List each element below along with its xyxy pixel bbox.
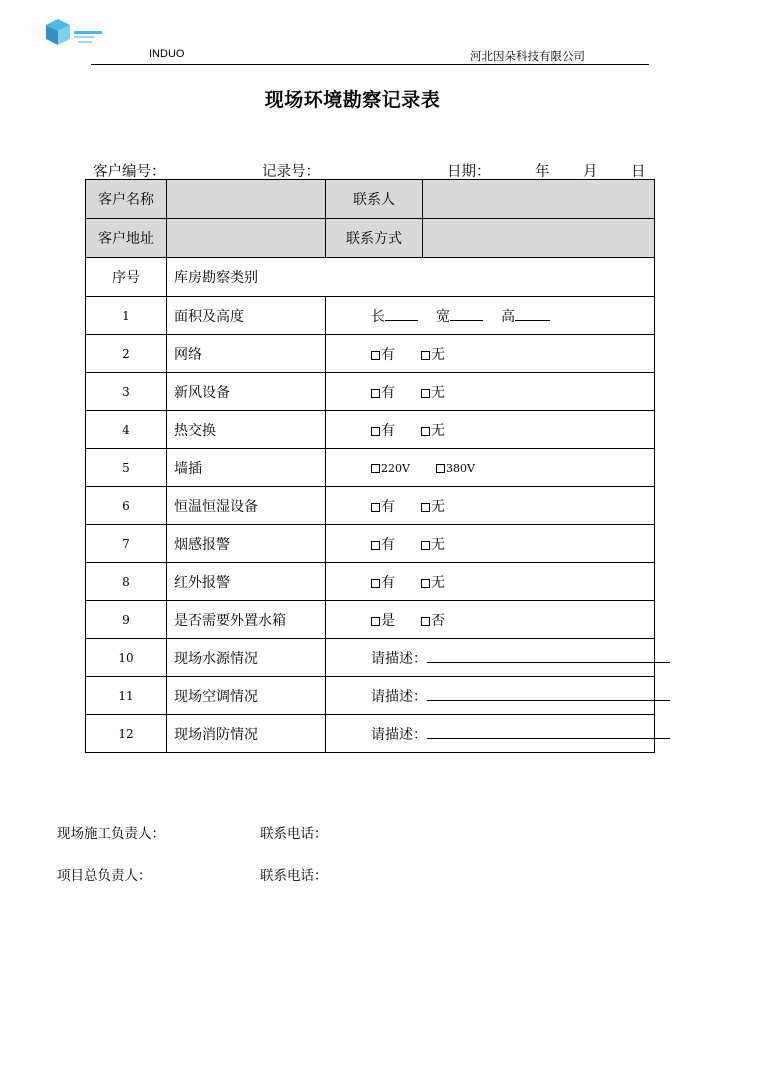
- option-label: 有: [381, 346, 395, 363]
- row-number: 7: [86, 525, 167, 563]
- dimension-blank[interactable]: [515, 308, 550, 321]
- date-label: 日期：: [447, 164, 491, 180]
- option-label: 是: [381, 612, 395, 629]
- company-logo: [44, 17, 106, 51]
- row-number: 9: [86, 601, 167, 639]
- checkbox-icon[interactable]: [371, 427, 380, 436]
- describe-label: 请描述：: [371, 726, 427, 743]
- describe-blank[interactable]: [427, 650, 670, 663]
- seq-header: 序号: [86, 258, 167, 297]
- header-company-en: INDUO: [149, 48, 185, 60]
- row-answer-cell: [326, 563, 655, 601]
- row-answer-cell: [326, 297, 655, 335]
- row-answer-cell: [326, 601, 655, 639]
- option-label: 无: [431, 384, 445, 401]
- contact-method-field[interactable]: [423, 219, 655, 258]
- phone-label-1: 联系电话：: [260, 826, 328, 842]
- checkbox-icon[interactable]: [436, 464, 445, 473]
- checkbox-icon[interactable]: [371, 389, 380, 398]
- dimension-label: 长: [371, 308, 385, 325]
- contact-field[interactable]: [423, 180, 655, 219]
- row-answer-cell: [326, 335, 655, 373]
- option[interactable]: [421, 344, 445, 364]
- option[interactable]: [421, 420, 445, 440]
- date-year: 年: [535, 164, 550, 180]
- row-number: 8: [86, 563, 167, 601]
- category-header: 库房勘察类别: [167, 258, 655, 297]
- option-label: 有: [381, 384, 395, 401]
- option-label: 无: [431, 574, 445, 591]
- row-item-label: 烟感报警: [167, 525, 326, 563]
- option[interactable]: [421, 382, 445, 402]
- option-label: 无: [431, 422, 445, 439]
- survey-row: [86, 601, 655, 639]
- checkbox-icon[interactable]: [371, 579, 380, 588]
- customer-name-row: [86, 180, 655, 219]
- dimension-blank[interactable]: [385, 308, 418, 321]
- row-number: 2: [86, 335, 167, 373]
- option[interactable]: [421, 534, 445, 554]
- contact-label: 联系人: [326, 180, 423, 219]
- survey-row: [86, 297, 655, 335]
- customer-number-label: 客户编号：: [93, 164, 166, 180]
- option[interactable]: [371, 534, 395, 554]
- survey-row: [86, 639, 655, 677]
- option-label: 无: [431, 346, 445, 363]
- checkbox-icon[interactable]: [421, 617, 430, 626]
- option-label: 有: [381, 498, 395, 515]
- option-label: 有: [381, 422, 395, 439]
- customer-address-row: [86, 219, 655, 258]
- row-answer-cell: [326, 411, 655, 449]
- header-divider: [91, 64, 649, 65]
- row-number: 10: [86, 639, 167, 677]
- checkbox-icon[interactable]: [371, 541, 380, 550]
- checkbox-icon[interactable]: [421, 503, 430, 512]
- survey-row: [86, 677, 655, 715]
- customer-address-label: 客户地址: [86, 219, 167, 258]
- row-number: 1: [86, 297, 167, 335]
- survey-row: [86, 487, 655, 525]
- row-number: 5: [86, 449, 167, 487]
- survey-table: [85, 179, 655, 753]
- row-item-label: 热交换: [167, 411, 326, 449]
- header-company-cn: 河北因朵科技有限公司: [470, 49, 585, 63]
- row-answer-cell: [326, 373, 655, 411]
- dimension-label: 宽: [436, 308, 450, 325]
- customer-name-field[interactable]: [167, 180, 326, 219]
- checkbox-icon[interactable]: [371, 464, 380, 473]
- describe-blank[interactable]: [427, 688, 670, 701]
- option-label: 220V: [381, 461, 410, 475]
- site-lead-label: 现场施工负责人：: [57, 826, 165, 842]
- row-item-label: 网络: [167, 335, 326, 373]
- describe-blank[interactable]: [427, 726, 670, 739]
- option[interactable]: [371, 382, 395, 402]
- row-answer-cell: [326, 639, 655, 677]
- checkbox-icon[interactable]: [421, 541, 430, 550]
- option[interactable]: [421, 572, 445, 592]
- survey-row: [86, 525, 655, 563]
- row-item-label: 现场水源情况: [167, 639, 326, 677]
- row-item-label: 是否需要外置水箱: [167, 601, 326, 639]
- survey-row: [86, 411, 655, 449]
- date-day: 日: [631, 164, 646, 180]
- row-number: 11: [86, 677, 167, 715]
- row-item-label: 现场空调情况: [167, 677, 326, 715]
- checkbox-icon[interactable]: [371, 351, 380, 360]
- checkbox-icon[interactable]: [371, 617, 380, 626]
- project-lead-label: 项目总负责人：: [57, 868, 152, 884]
- option[interactable]: [371, 572, 395, 592]
- dimension-blank[interactable]: [450, 308, 483, 321]
- option[interactable]: [371, 610, 395, 630]
- option[interactable]: [371, 496, 395, 516]
- option-label: 无: [431, 536, 445, 553]
- option[interactable]: [421, 496, 445, 516]
- option[interactable]: [421, 610, 445, 630]
- row-item-label: 墙插: [167, 449, 326, 487]
- row-number: 3: [86, 373, 167, 411]
- option-label: 无: [431, 498, 445, 515]
- option-label: 380V: [445, 461, 475, 475]
- option-label: 有: [381, 574, 395, 591]
- record-number-label: 记录号：: [262, 164, 320, 180]
- customer-name-label: 客户名称: [86, 180, 167, 219]
- date-month: 月: [583, 164, 598, 180]
- phone-label-2: 联系电话：: [260, 868, 328, 884]
- row-answer-cell: [326, 449, 655, 487]
- option[interactable]: [371, 460, 410, 476]
- row-item-label: 面积及高度: [167, 297, 326, 335]
- describe-label: 请描述：: [371, 650, 427, 667]
- row-item-label: 恒温恒湿设备: [167, 487, 326, 525]
- row-number: 6: [86, 487, 167, 525]
- row-item-label: 红外报警: [167, 563, 326, 601]
- survey-row: [86, 373, 655, 411]
- contact-method-label: 联系方式: [326, 219, 423, 258]
- row-number: 12: [86, 715, 167, 753]
- row-answer-cell: [326, 715, 655, 753]
- checkbox-icon[interactable]: [421, 351, 430, 360]
- row-number: 4: [86, 411, 167, 449]
- option[interactable]: [436, 460, 475, 476]
- checkbox-icon[interactable]: [371, 503, 380, 512]
- dimension-label: 高: [501, 308, 515, 325]
- row-item-label: 现场消防情况: [167, 715, 326, 753]
- document-title: 现场环境勘察记录表: [264, 89, 441, 111]
- survey-row: [86, 563, 655, 601]
- table-header-row: [86, 258, 655, 297]
- row-item-label: 新风设备: [167, 373, 326, 411]
- row-answer-cell: [326, 487, 655, 525]
- option[interactable]: [371, 344, 395, 364]
- checkbox-icon[interactable]: [421, 389, 430, 398]
- survey-row: [86, 335, 655, 373]
- checkbox-icon[interactable]: [421, 427, 430, 436]
- customer-address-field[interactable]: [167, 219, 326, 258]
- survey-row: [86, 449, 655, 487]
- describe-label: 请描述：: [371, 688, 427, 705]
- option[interactable]: [371, 420, 395, 440]
- survey-row: [86, 715, 655, 753]
- row-answer-cell: [326, 525, 655, 563]
- checkbox-icon[interactable]: [421, 579, 430, 588]
- option-label: 有: [381, 536, 395, 553]
- row-answer-cell: [326, 677, 655, 715]
- option-label: 否: [431, 612, 445, 629]
